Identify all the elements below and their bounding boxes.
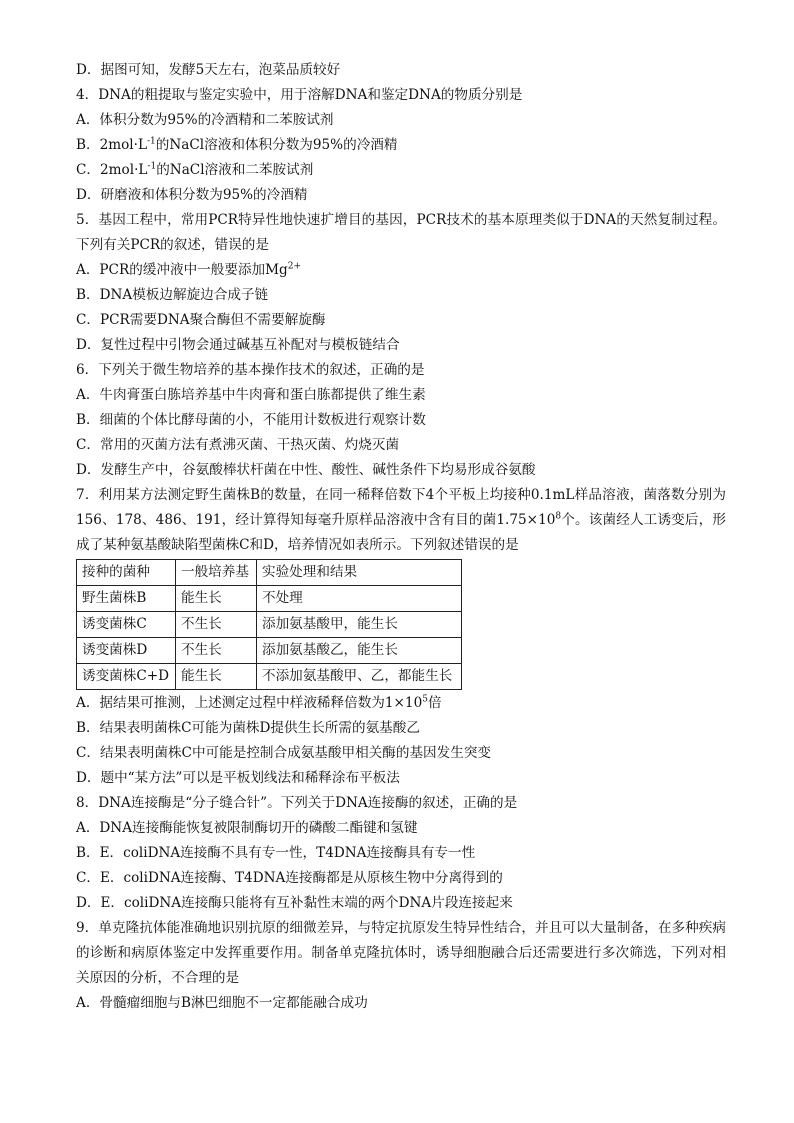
- q8-option-b: B．E．coliDNA连接酶不具有专一性，T4DNA连接酶具有专一性: [76, 845, 476, 861]
- table-cell: 野生菌株B: [77, 586, 176, 612]
- q7-stem-part1: 7．利用某方法测定野生菌株B的数量，在同一稀释倍数下4个平板上均接种0.1mL样品溶液，菌落数分别为156、178、486、191，经计算得知每毫升原样品溶液中含有目的菌1.75×10: [76, 487, 726, 528]
- table-header-cell: 接种的菌种: [77, 560, 176, 586]
- q7-option-a: [76, 691, 726, 716]
- q5-option-b: B．DNA模板边解旋边合成子链: [76, 287, 269, 303]
- q7-stem-part2: 个。该菌经人工诱变后，形成了某种氨基酸缺陷型菌株C和D，培养情况如表所示。下列叙述错误的是: [76, 512, 726, 553]
- table-cell: 诱变菌株C+D: [77, 664, 176, 690]
- table-cell: 不生长: [176, 638, 257, 664]
- q5-option-a: [76, 258, 726, 283]
- q6-option-a: A．牛肉膏蛋白胨培养基中牛肉膏和蛋白胨都提供了维生素: [76, 387, 426, 403]
- table-cell: 不生长: [176, 612, 257, 638]
- q8-option-a: A．DNA连接酶能恢复被限制酶切开的磷酸二酯键和氢键: [76, 820, 418, 836]
- q4-option-b-post: 的NaCl溶液和体积分数为95%的冷酒精: [155, 137, 398, 153]
- q4-option-d: D．研磨液和体积分数为95%的冷酒精: [76, 187, 308, 203]
- q7-option-b: B．结果表明菌株C可能为菌株D提供生长所需的氨基酸乙: [76, 720, 420, 736]
- q7-option-c: C．结果表明菌株C中可能是控制合成氨基酸甲相关酶的基因发生突变: [76, 745, 492, 761]
- table-row: [77, 612, 462, 638]
- q7-option-d: D．题中“某方法”可以是平板划线法和稀释涂布平板法: [76, 770, 400, 786]
- table-cell: 添加氨基酸乙，能生长: [257, 638, 462, 664]
- q4-option-b: [76, 133, 726, 158]
- q7-option-a-pre: A．据结果可推测，上述测定过程中样液稀释倍数为1×10: [76, 695, 423, 711]
- q7-option-a-sup: 5: [422, 694, 428, 705]
- q4-option-c-post: 的NaCl溶液和二苯胺试剂: [156, 162, 314, 178]
- q7-option-a-post: 倍: [427, 695, 442, 711]
- q4-option-c-pre: C．2mol·L: [76, 162, 148, 178]
- q7-stem-sup: 8: [555, 511, 562, 522]
- q5-stem: 5．基因工程中，常用PCR特异性地快速扩增目的基因，PCR技术的基本原理类似于DNA的天然复制过程。下列有关PCR的叙述，错误的是: [76, 212, 726, 253]
- table-row: [77, 586, 462, 612]
- q4-option-b-sup: -1: [147, 136, 156, 147]
- q6-option-c: C．常用的灭菌方法有煮沸灭菌、干热灭菌、灼烧灭菌: [76, 437, 400, 453]
- q3-option-d: D．据图可知，发酵5天左右，泡菜品质较好: [76, 62, 341, 78]
- q5-option-c: C．PCR需要DNA聚合酶但不需要解旋酶: [76, 312, 326, 328]
- q8-option-d: D．E．coliDNA连接酶只能将有互补黏性末端的两个DNA片段连接起来: [76, 895, 513, 911]
- table-cell: 不添加氨基酸甲、乙，都能生长: [257, 664, 462, 690]
- table-header-row: [77, 560, 462, 586]
- q4-option-c-sup: -1: [147, 161, 157, 172]
- strain-table: [76, 559, 462, 690]
- q6-option-d: D．发酵生产中，谷氨酸棒状杆菌在中性、酸性、碱性条件下均易形成谷氨酸: [76, 462, 536, 478]
- table-cell: 不处理: [257, 586, 462, 612]
- exam-page: [76, 58, 726, 1016]
- q5-option-a-sup: 2+: [287, 261, 302, 272]
- table-cell: 诱变菌株D: [77, 638, 176, 664]
- table-cell: 能生长: [176, 664, 257, 690]
- q8-option-c: C．E．coliDNA连接酶、T4DNA连接酶都是从原核生物中分离得到的: [76, 870, 503, 886]
- q5-option-d: D．复性过程中引物会通过碱基互补配对与模板链结合: [76, 337, 400, 353]
- table-header-cell: 一般培养基: [176, 560, 257, 586]
- q4-stem: 4．DNA的粗提取与鉴定实验中，用于溶解DNA和鉴定DNA的物质分别是: [76, 87, 523, 103]
- table-cell: 诱变菌株C: [77, 612, 176, 638]
- q4-option-c: [76, 158, 726, 183]
- q6-option-b: B．细菌的个体比酵母菌的小，不能用计数板进行观察计数: [76, 412, 426, 428]
- table-row: [77, 664, 462, 690]
- q9-option-a: A．骨髓瘤细胞与B淋巴细胞不一定都能融合成功: [76, 995, 368, 1011]
- q7-stem: [76, 483, 726, 558]
- table-header-cell: 实验处理和结果: [257, 560, 462, 586]
- table-cell: 添加氨基酸甲，能生长: [257, 612, 462, 638]
- q6-stem: 6．下列关于微生物培养的基本操作技术的叙述，正确的是: [76, 362, 425, 378]
- q4-option-b-pre: B．2mol·L: [76, 137, 148, 153]
- table-row: [77, 638, 462, 664]
- q9-stem: 9．单克隆抗体能准确地识别抗原的细微差异，与特定抗原发生特异性结合，并且可以大量制备，在多种疾病的诊断和病原体鉴定中发挥重要作用。制备单克隆抗体时，诱导细胞融合后还需要进行多次筛选，下列对相关原因的分析，不合理的是: [76, 920, 726, 986]
- table-cell: 能生长: [176, 586, 257, 612]
- q5-option-a-pre: A．PCR的缓冲液中一般要添加Mg: [76, 262, 288, 278]
- q4-option-a: A．体积分数为95%的冷酒精和二苯胺试剂: [76, 112, 334, 128]
- q8-stem: 8．DNA连接酶是“分子缝合针”。下列关于DNA连接酶的叙述，正确的是: [76, 795, 518, 811]
